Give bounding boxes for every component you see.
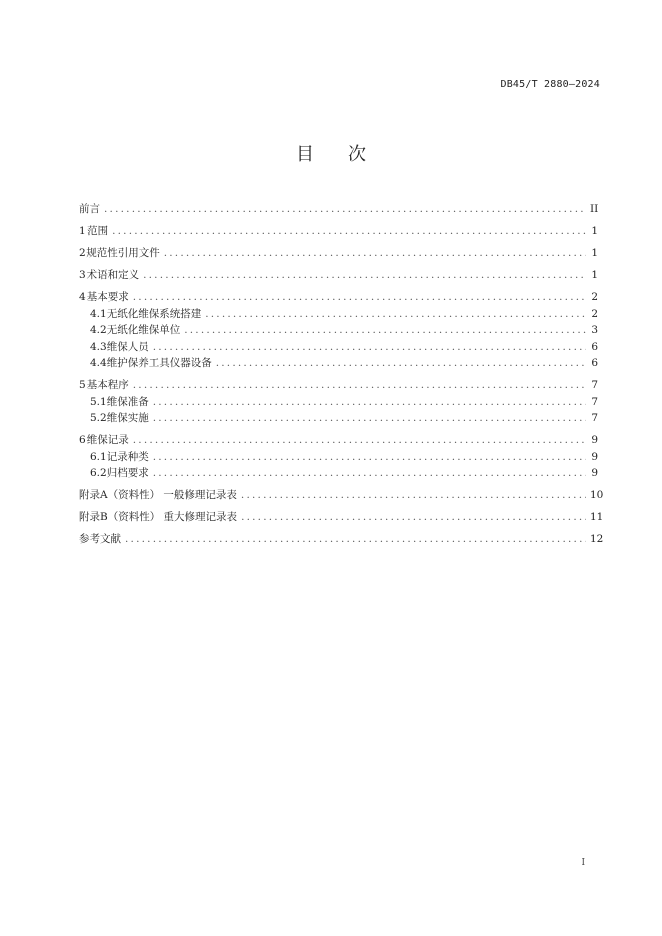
toc-entry-page: 12 — [590, 533, 604, 545]
toc-entry-label: 维保记录 — [86, 434, 129, 446]
toc-entry[interactable] — [79, 487, 604, 504]
toc-entry-number: 4.4 — [90, 357, 107, 369]
toc-entry-number: 5 — [79, 379, 86, 391]
toc-entry-label: 维护保养工具仪器设备 — [106, 357, 212, 369]
toc-entry-number: 6.1 — [90, 450, 107, 463]
toc-entry-page: 1 — [591, 247, 598, 259]
toc-entry-page: 6 — [591, 357, 598, 369]
toc-entry-page: 2 — [591, 291, 598, 303]
toc-dot-leader — [205, 306, 586, 323]
toc-entry[interactable] — [79, 267, 598, 284]
toc-entry-label: 规范性引用文件 — [86, 247, 160, 259]
toc-entry-number: 4.3 — [90, 340, 107, 353]
toc-entry[interactable] — [79, 465, 598, 482]
toc-entry-number: 3 — [79, 269, 86, 281]
toc-dot-leader — [133, 432, 586, 449]
toc-entry[interactable] — [79, 394, 598, 411]
toc-entry-label: 基本要求 — [86, 291, 129, 303]
table-of-contents — [79, 201, 604, 548]
toc-entry-page: 1 — [591, 225, 598, 237]
toc-dot-leader — [104, 201, 586, 218]
toc-entry-label: 附录A（资料性） 一般修理记录表 — [79, 489, 237, 501]
toc-title: 目次 — [296, 144, 400, 165]
toc-entry-label: 维保准备 — [106, 395, 149, 408]
toc-dot-leader — [241, 487, 586, 504]
toc-dot-leader — [153, 410, 586, 427]
toc-entry[interactable] — [79, 449, 598, 466]
toc-entry[interactable] — [79, 509, 604, 526]
toc-entry-label: 维保实施 — [106, 412, 149, 424]
toc-entry-number: 2 — [79, 247, 86, 259]
toc-entry-label: 附录B（资料性） 重大修理记录表 — [79, 511, 238, 523]
toc-entry-number: 4.2 — [90, 324, 107, 336]
toc-dot-leader — [153, 339, 586, 356]
toc-dot-leader — [153, 465, 586, 482]
toc-entry-page: II — [590, 203, 599, 215]
toc-entry-page: 1 — [591, 269, 598, 281]
toc-dot-leader — [112, 223, 586, 240]
toc-entry[interactable] — [79, 410, 598, 427]
toc-entry-label: 维保人员 — [106, 340, 149, 353]
toc-dot-leader — [164, 245, 586, 262]
toc-entry-page: 11 — [590, 511, 604, 523]
toc-entry[interactable] — [79, 339, 598, 356]
toc-entry-page: 9 — [591, 450, 598, 463]
toc-dot-leader — [143, 267, 586, 284]
toc-dot-leader — [153, 449, 586, 466]
toc-entry-page: 9 — [591, 467, 598, 479]
toc-dot-leader — [241, 509, 586, 526]
toc-entry-label: 记录种类 — [106, 450, 149, 463]
toc-entry-number: 6 — [79, 434, 86, 446]
toc-entry-label: 参考文献 — [79, 533, 121, 545]
toc-entry[interactable] — [79, 306, 598, 323]
toc-entry[interactable] — [79, 355, 598, 372]
page-number: I — [581, 858, 585, 868]
toc-entry-label: 前言 — [79, 203, 100, 215]
toc-entry-number: 4.1 — [90, 307, 107, 320]
toc-entry-number: 6.2 — [90, 467, 107, 479]
toc-entry-page: 10 — [590, 489, 604, 501]
toc-dot-leader — [184, 322, 586, 339]
toc-entry-label: 无纸化维保系统搭建 — [106, 307, 202, 320]
toc-dot-leader — [133, 377, 586, 394]
toc-entry-page: 7 — [591, 395, 598, 408]
toc-entry-number: 1 — [79, 225, 86, 237]
toc-entry[interactable] — [79, 432, 598, 449]
toc-entry[interactable] — [79, 289, 598, 306]
toc-entry-page: 3 — [591, 324, 598, 336]
toc-entry-label: 基本程序 — [86, 379, 129, 391]
toc-entry[interactable] — [79, 531, 604, 548]
toc-entry-label: 无纸化维保单位 — [106, 324, 181, 336]
toc-entry-number: 5.1 — [90, 395, 107, 408]
toc-entry-page: 2 — [591, 307, 598, 320]
toc-entry[interactable] — [79, 223, 598, 240]
toc-entry-number: 5.2 — [90, 412, 107, 424]
toc-entry[interactable] — [79, 245, 598, 262]
toc-entry[interactable] — [79, 322, 598, 339]
toc-entry[interactable] — [79, 201, 598, 218]
document-code: DB45/T 2880—2024 — [500, 79, 600, 90]
toc-dot-leader — [153, 394, 586, 411]
toc-dot-leader — [216, 355, 586, 372]
toc-dot-leader — [133, 289, 586, 306]
toc-entry-page: 9 — [591, 434, 598, 446]
toc-dot-leader — [125, 531, 586, 548]
toc-entry-label: 术语和定义 — [86, 269, 140, 281]
toc-entry-number: 4 — [79, 291, 86, 303]
toc-entry-page: 7 — [591, 412, 598, 424]
toc-entry-label: 归档要求 — [106, 467, 149, 479]
toc-entry[interactable] — [79, 377, 598, 394]
toc-entry-page: 7 — [591, 379, 598, 391]
toc-entry-label: 范围 — [87, 225, 109, 237]
toc-entry-page: 6 — [591, 340, 598, 353]
